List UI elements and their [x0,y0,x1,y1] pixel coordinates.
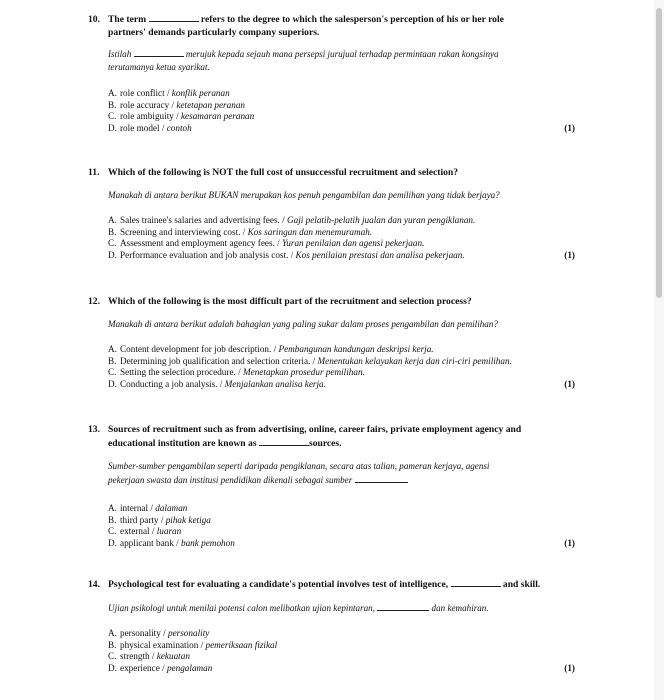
translation-text: Sumber-sumber pengambilan seperti daripada pengiklanan, secara atas talian, pameran kerjaya, agensi pekerjaan swasta dan institusi pendidikan dikenali sebagai sumber . [108,461,490,485]
answer-blank [377,601,429,611]
option-c[interactable]: C. Assessment and employment agency fees. / Yuran penilaian dan agensi pekerjaan. [108,238,425,249]
option-b[interactable]: B. third party / pihak ketiga [108,514,211,525]
question-number: 10. [88,14,100,25]
option-b[interactable]: B. Screening and interviewing cost. / Kos saringan dan menemuramah. [108,226,373,237]
translation-text: Istilah merujuk kepada sejauh mana persepsi jurujual terhadap permintaan rakan kongsinya terutamanya ketua syarikat. [108,49,499,72]
options-list [88,503,583,549]
question-12 [88,295,583,390]
option-c[interactable]: C. Setting the selection procedure. / Menetapkan prosedur pemilihan. [108,367,365,378]
option-d[interactable]: D. experience / pengalaman [108,662,213,673]
option-c[interactable]: C. external / luaran [108,526,182,537]
option-b[interactable]: B. role accuracy / ketetapan peranan [108,99,246,110]
question-number: 12. [88,296,100,307]
options-list [88,88,583,134]
question-text: 10. The term refers to the degree to which the salesperson's perception of his or her role [88,14,504,25]
question-number: 11. [88,167,100,178]
answer-blank [134,47,184,57]
mark-label: (1) [564,249,575,260]
question-text: 14. Psychological test for evaluating a candidate's potential involves test of intelligence, and skill. [88,579,541,590]
option-a[interactable]: A. role conflict / konflik peranan [108,88,230,98]
option-c[interactable]: C. strength / kekuatan [108,651,190,662]
mark-label: (1) [564,378,575,389]
option-c[interactable]: C. role ambiguity / kesamaran peranan [108,111,255,122]
mark-label: (1) [564,537,575,548]
question-text: 12. Which of the following is the most difficult part of the recruitment and selection process? [88,296,472,307]
question-14 [88,577,583,674]
question-10: 10. The term refers to the degree to which the salesperson's perception of his or her role partners' demands particularly company superiors. Istilah merujuk kepada sejauh mana persepsi jurujual terhadap permintaan rakan kongsinya terutamanya ketua syarikat. A. role conflict / konflik peranan B. role accuracy / ketetapan peranan C. role ambiguity / kesamaran peranan D. role model / contoh (1) [88,12,583,134]
answer-blank [149,12,199,22]
answer-blank [259,436,309,446]
option-d[interactable]: D. Performance evaluation and job analysis cost. / Kos penilaian prestasi dan analisa pekerjaan. [108,249,465,260]
option-a[interactable]: A. internal / dalaman [108,503,188,513]
option-a[interactable]: A. Content development for job description. / Pembangunan kandungan deskripsi kerja. [108,344,434,354]
option-d[interactable]: D. Conducting a job analysis. / Menjalankan analisa kerja. [108,378,326,389]
option-a[interactable]: A. personality / personality [108,628,210,638]
options-list [88,628,583,674]
answer-blank [451,577,501,587]
options-list [88,344,583,390]
question-11 [88,166,583,261]
mark-label: (1) [564,122,575,133]
scrollbar-thumb[interactable] [656,8,662,298]
question-text: 11. Which of the following is NOT the full cost of unsuccessful recruitment and selection? [88,167,459,178]
option-d[interactable]: D. applicant bank / bank pemohon [108,537,235,548]
question-13: 13. Sources of recruitment such as from advertising, online, career fairs, private employment agency and educational institution are known as sources. Sumber-sumber pengambilan seperti daripada pengiklanan, secara atas talian, pameran kerjaya, agensi pekerjaan swasta dan institusi pendidikan dikenali sebagai sumber . A. internal / dalaman B. third party / pihak ketiga C. external / luaran D. applicant bank / bank pemohon (1) [88,423,583,549]
option-a[interactable]: A. Sales trainee's salaries and advertising fees. / Gaji pelatih-pelatih jualan dan yuran pengiklanan. [108,215,476,225]
option-d[interactable]: D. role model / contoh [108,122,192,133]
mark-label: (1) [564,662,575,673]
translation-text: Ujian psikologi untuk menilai potensi calon melibatkan ujian kepintaran, dan kemahiran. [108,603,489,613]
question-number: 14. [88,579,100,590]
option-b[interactable]: B. Determining job qualification and selection criteria. / Menentukan kelayakan kerja dan ciri-ciri pemilihan. [108,355,512,366]
question-number: 13. [88,424,100,435]
translation-text: Manakah di antara berikut adalah bahagian yang paling sukar dalam proses pengambilan dan pemilihan? [108,319,498,329]
answer-blank [355,473,407,483]
question-text: 13. Sources of recruitment such as from advertising, online, career fairs, private employment agency and [88,424,522,435]
translation-text: Manakah di antara berikut BUKAN merupakan kos penuh pengambilan dan pemilihan yang tidak berjaya? [108,190,500,200]
option-b[interactable]: B. physical examination / pemeriksaan fizikal [108,639,278,650]
options-list [88,215,583,261]
